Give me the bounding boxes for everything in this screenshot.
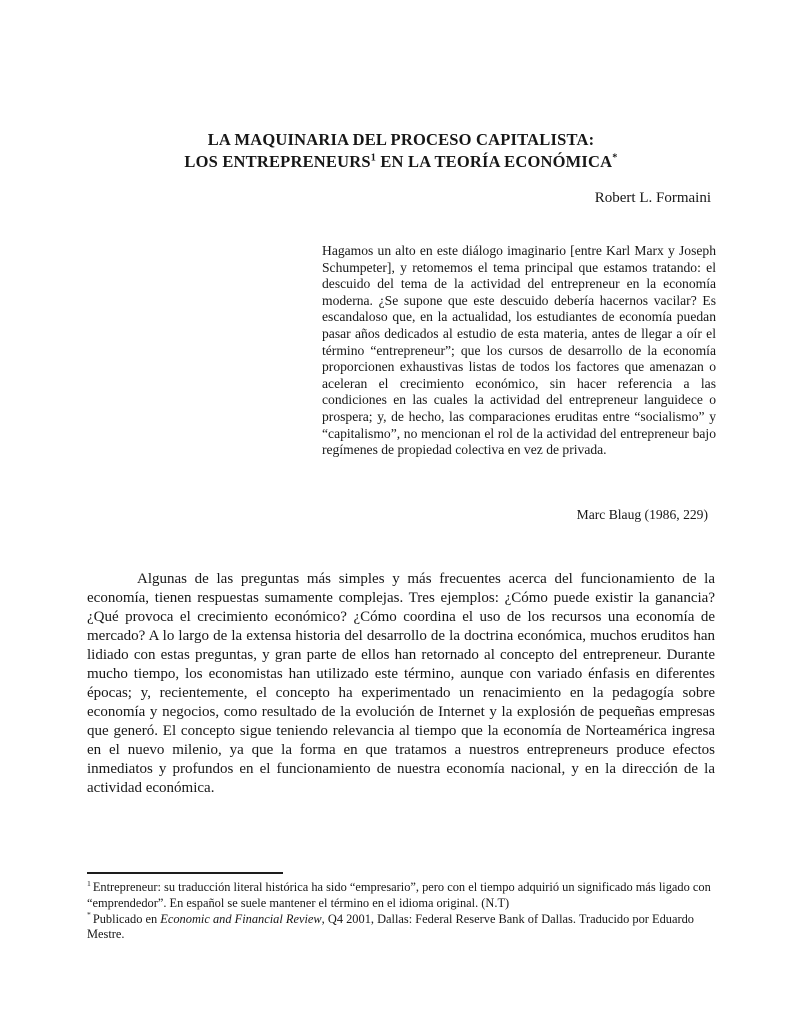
title-footnote-ref-1: 1 (370, 152, 377, 163)
title-line-2 (87, 151, 715, 173)
footnotes (87, 880, 723, 943)
footnote-separator (87, 872, 283, 874)
title-footnote-ref-star: * (612, 152, 618, 163)
title-line-2-text-cont: EN LA TEORÍA ECONÓMICA (376, 151, 613, 171)
footnote-star-journal-title: Economic and Financial Review (160, 911, 322, 926)
footnote-star-text-pre: Publicado en (92, 911, 161, 926)
footnote-1-marker: 1 (87, 878, 91, 888)
author-name: Robert L. Formaini (594, 190, 711, 206)
body-paragraph: Algunas de las preguntas más simples y más frecuentes acerca del funcionamiento de la economía, tienen respuestas sumamente complejas. Tres ejemplos: ¿Cómo puede existir la ganancia? ¿Qué provoca el crecimiento económico? ¿Cómo coordina el uso de los recursos una economía de mercado? A lo largo de la extensa historia del desarrollo de la doctrina económica, muchos eruditos han lidiado con estas preguntas, y gran parte de ellos han retornado al concepto del entrepreneur. Durante mucho tiempo, los economistas han utilizado este término, aunque con variado énfasis en diferentes épocas; y, recientemente, el concepto ha experimentado un renacimiento en la pedagogía sobre economía y negocios, como resultado de la evolución de Internet y la explosión de pequeñas empresas que generó. El concepto sigue teniendo relevancia al tiempo que la economía de Norteamérica ingresa en el nuevo milenio, ya que la forma en que tratamos a nuestros entrepreneurs produce efectos inmediatos y profundos en el funcionamiento de nuestra economía nacional, y en la dirección de la actividad económica. (87, 571, 715, 796)
page-title (87, 129, 715, 172)
footnote-star-text-post: , Q4 2001, Dallas: Federal Reserve Bank of Dallas. Traducido por Eduardo Mestre. (87, 911, 695, 942)
title-line-2-text: LOS ENTREPRENEURS (184, 151, 371, 171)
footnote-1-text: Entrepreneur: su traducción literal histórica ha sido “empresario”, pero con el tiempo adquirió un significado más ligado con “emprendedor”. En español se suele mantener el término en el idioma original. (N.T) (87, 880, 711, 910)
title-line-1: LA MAQUINARIA DEL PROCESO CAPITALISTA: (207, 130, 595, 149)
epigraph-quote: Hagamos un alto en este diálogo imaginario [entre Karl Marx y Joseph Schumpeter], y retomemos el tema principal que estamos tratando: el descuido del tema de la actividad del entrepreneur en la economía moderna. ¿Se supone que este descuido debería hacernos vacilar? Es escandaloso que, en la actualidad, los estudiantes de economía puedan pasar años dedicados al estudio de esta materia, antes de llegar a oír el término “entrepreneur”; que los cursos de desarrollo de la economía proporcionen exhaustivas listas de todos los factores que amenazan o aceleran el crecimiento económico, sin hacer referencia a las condiciones en las cuales la actividad del entrepreneur languidece o prospera; y, de hecho, las comparaciones eruditas entre “socialismo” y “capitalismo”, no mencionan el rol de la actividad del entrepreneur bajo regímenes de propiedad colectiva en vez de privada. (322, 243, 716, 458)
footnote-star (87, 912, 723, 944)
footnote-1 (87, 880, 723, 912)
footnote-star-marker: * (87, 910, 91, 920)
quote-attribution: Marc Blaug (1986, 229) (576, 507, 708, 522)
